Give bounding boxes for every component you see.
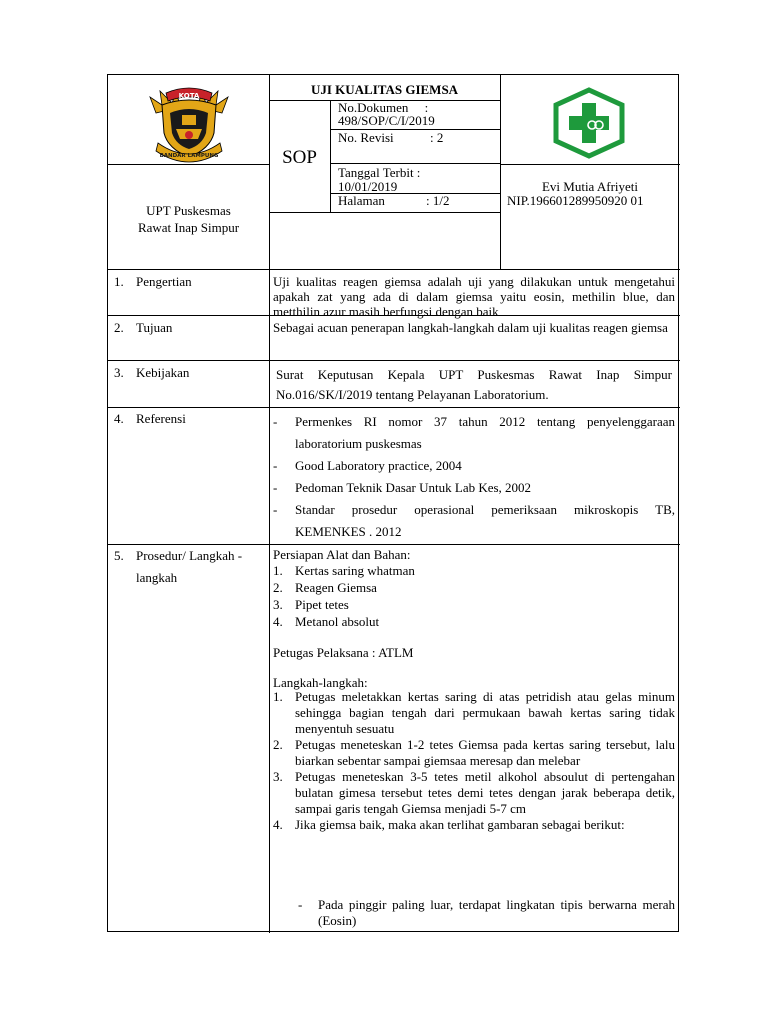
issue-date-label: Tanggal Terbit :: [338, 165, 421, 180]
bandar-lampung-emblem-icon: [148, 83, 230, 163]
doc-number-value: 498/SOP/C/I/2019: [338, 113, 435, 128]
section-label-kebijakan: Kebijakan: [136, 365, 190, 380]
sub-item: Pada pinggir paling luar, terdapat lingkatan tipis berwarna merah (Eosin): [318, 897, 675, 928]
divider: [269, 75, 270, 269]
section-number: 5.: [114, 548, 124, 563]
divider: [330, 163, 500, 164]
divider: [108, 360, 680, 361]
reference-list: [273, 411, 675, 543]
section-number: 3.: [114, 365, 124, 380]
list-item: 2. Reagen Giemsa: [273, 580, 377, 595]
section-label-referensi: Referensi: [136, 411, 186, 426]
officer-line: Petugas Pelaksana : ATLM: [273, 645, 414, 660]
section-number: 4.: [114, 411, 124, 426]
list-item: 2. Petugas meneteskan 1-2 tetes Giemsa pada kertas saring tersebut, lalu biarkan sebentar sampai giemsaa meresap dan melebar: [273, 737, 675, 768]
steps-title: Langkah-langkah:: [273, 675, 368, 690]
list-item: - Good Laboratory practice, 2004: [273, 458, 462, 473]
document-title: UJI KUALITAS GIEMSA: [310, 82, 459, 97]
list-item: 4. Jika giemsa baik, maka akan terlihat gambaran sebagai berikut:: [273, 817, 625, 832]
divider: [108, 407, 680, 408]
organization-name-line1: UPT Puskesmas: [146, 203, 231, 218]
section-label-prosedur-line2: langkah: [136, 570, 178, 585]
section-label-tujuan: Tujuan: [136, 320, 173, 335]
divider: [108, 269, 680, 270]
sop-label: SOP: [282, 147, 317, 168]
divider: [269, 212, 500, 213]
emblem-top-text: KOTA: [178, 92, 200, 100]
doc-number-label: No.Dokumen :: [338, 100, 429, 115]
divider: [108, 544, 680, 545]
page-value: : 1/2: [426, 193, 450, 208]
revision-value: : 2: [430, 130, 444, 145]
organization-name-line2: Rawat Inap Simpur: [137, 220, 240, 235]
list-item: - Permenkes RI nomor 37 tahun 2012 tentang penyelenggaraan laboratorium puskesmas: [273, 414, 675, 451]
section-label-prosedur: Prosedur/ Langkah -: [136, 548, 243, 563]
page-label: Halaman: [338, 193, 385, 208]
prep-list: [273, 562, 675, 630]
signer-nip: NIP.196601289950920 01: [507, 193, 644, 208]
revision-label: No. Revisi: [338, 130, 394, 145]
divider: [330, 100, 331, 212]
list-item: - Standar prosedur operasional pemeriksaan mikroskopis TB, KEMENKES . 2012: [273, 502, 675, 539]
list-item: 1. Petugas meletakkan kertas saring di atas petridish atau gelas minum sehingga bagian tengah dari permukaan bawah kertas saring tidak menyentuh sesuatu: [273, 689, 675, 736]
section-number: 1.: [114, 274, 124, 289]
section-label-pengertian: Pengertian: [136, 274, 192, 289]
list-item: - Pedoman Teknik Dasar Untuk Lab Kes, 2002: [273, 480, 532, 495]
divider: [269, 269, 270, 933]
list-item: 1. Kertas saring whatman: [273, 563, 415, 578]
steps-list: [273, 689, 675, 833]
sub-item-dash: -: [298, 897, 303, 912]
section-text-tujuan: Sebagai acuan penerapan langkah-langkah dalam uji kualitas reagen giemsa: [273, 320, 668, 335]
puskesmas-logo-icon: [552, 87, 626, 159]
sop-document: [107, 74, 679, 932]
section-number: 2.: [114, 320, 124, 335]
divider: [500, 75, 501, 269]
divider: [108, 164, 269, 165]
section-text-kebijakan: Surat Keputusan Kepala UPT Puskesmas Rawat Inap Simpur No.016/SK/I/2019 tentang Pelayanan Laboratorium.: [276, 367, 672, 402]
section-text-pengertian: Uji kualitas reagen giemsa adalah uji yang dilakukan untuk mengetahui apakah zat yang ada di dalam giemsa yaitu eosin, methilin blue, dan metthilin azur masih berfungsi dengan baik: [273, 274, 675, 319]
list-item: 4. Metanol absolut: [273, 614, 380, 629]
divider: [500, 164, 680, 165]
issue-date-value: 10/01/2019: [338, 179, 398, 194]
signer-name: Evi Mutia Afriyeti: [541, 179, 639, 194]
prep-title: Persiapan Alat dan Bahan:: [273, 547, 411, 562]
emblem-bottom-text: BANDAR LAMPUNG: [159, 153, 219, 159]
list-item: 3. Pipet tetes: [273, 597, 349, 612]
list-item: 3. Petugas meneteskan 3-5 tetes metil alkohol absoulut di pertengahan bulatan gimesa tersebut tetes demi tetes dengan jarak beberapa detik, sampai garis tengah Giemsa menjadi 5-7 cm: [273, 769, 675, 816]
